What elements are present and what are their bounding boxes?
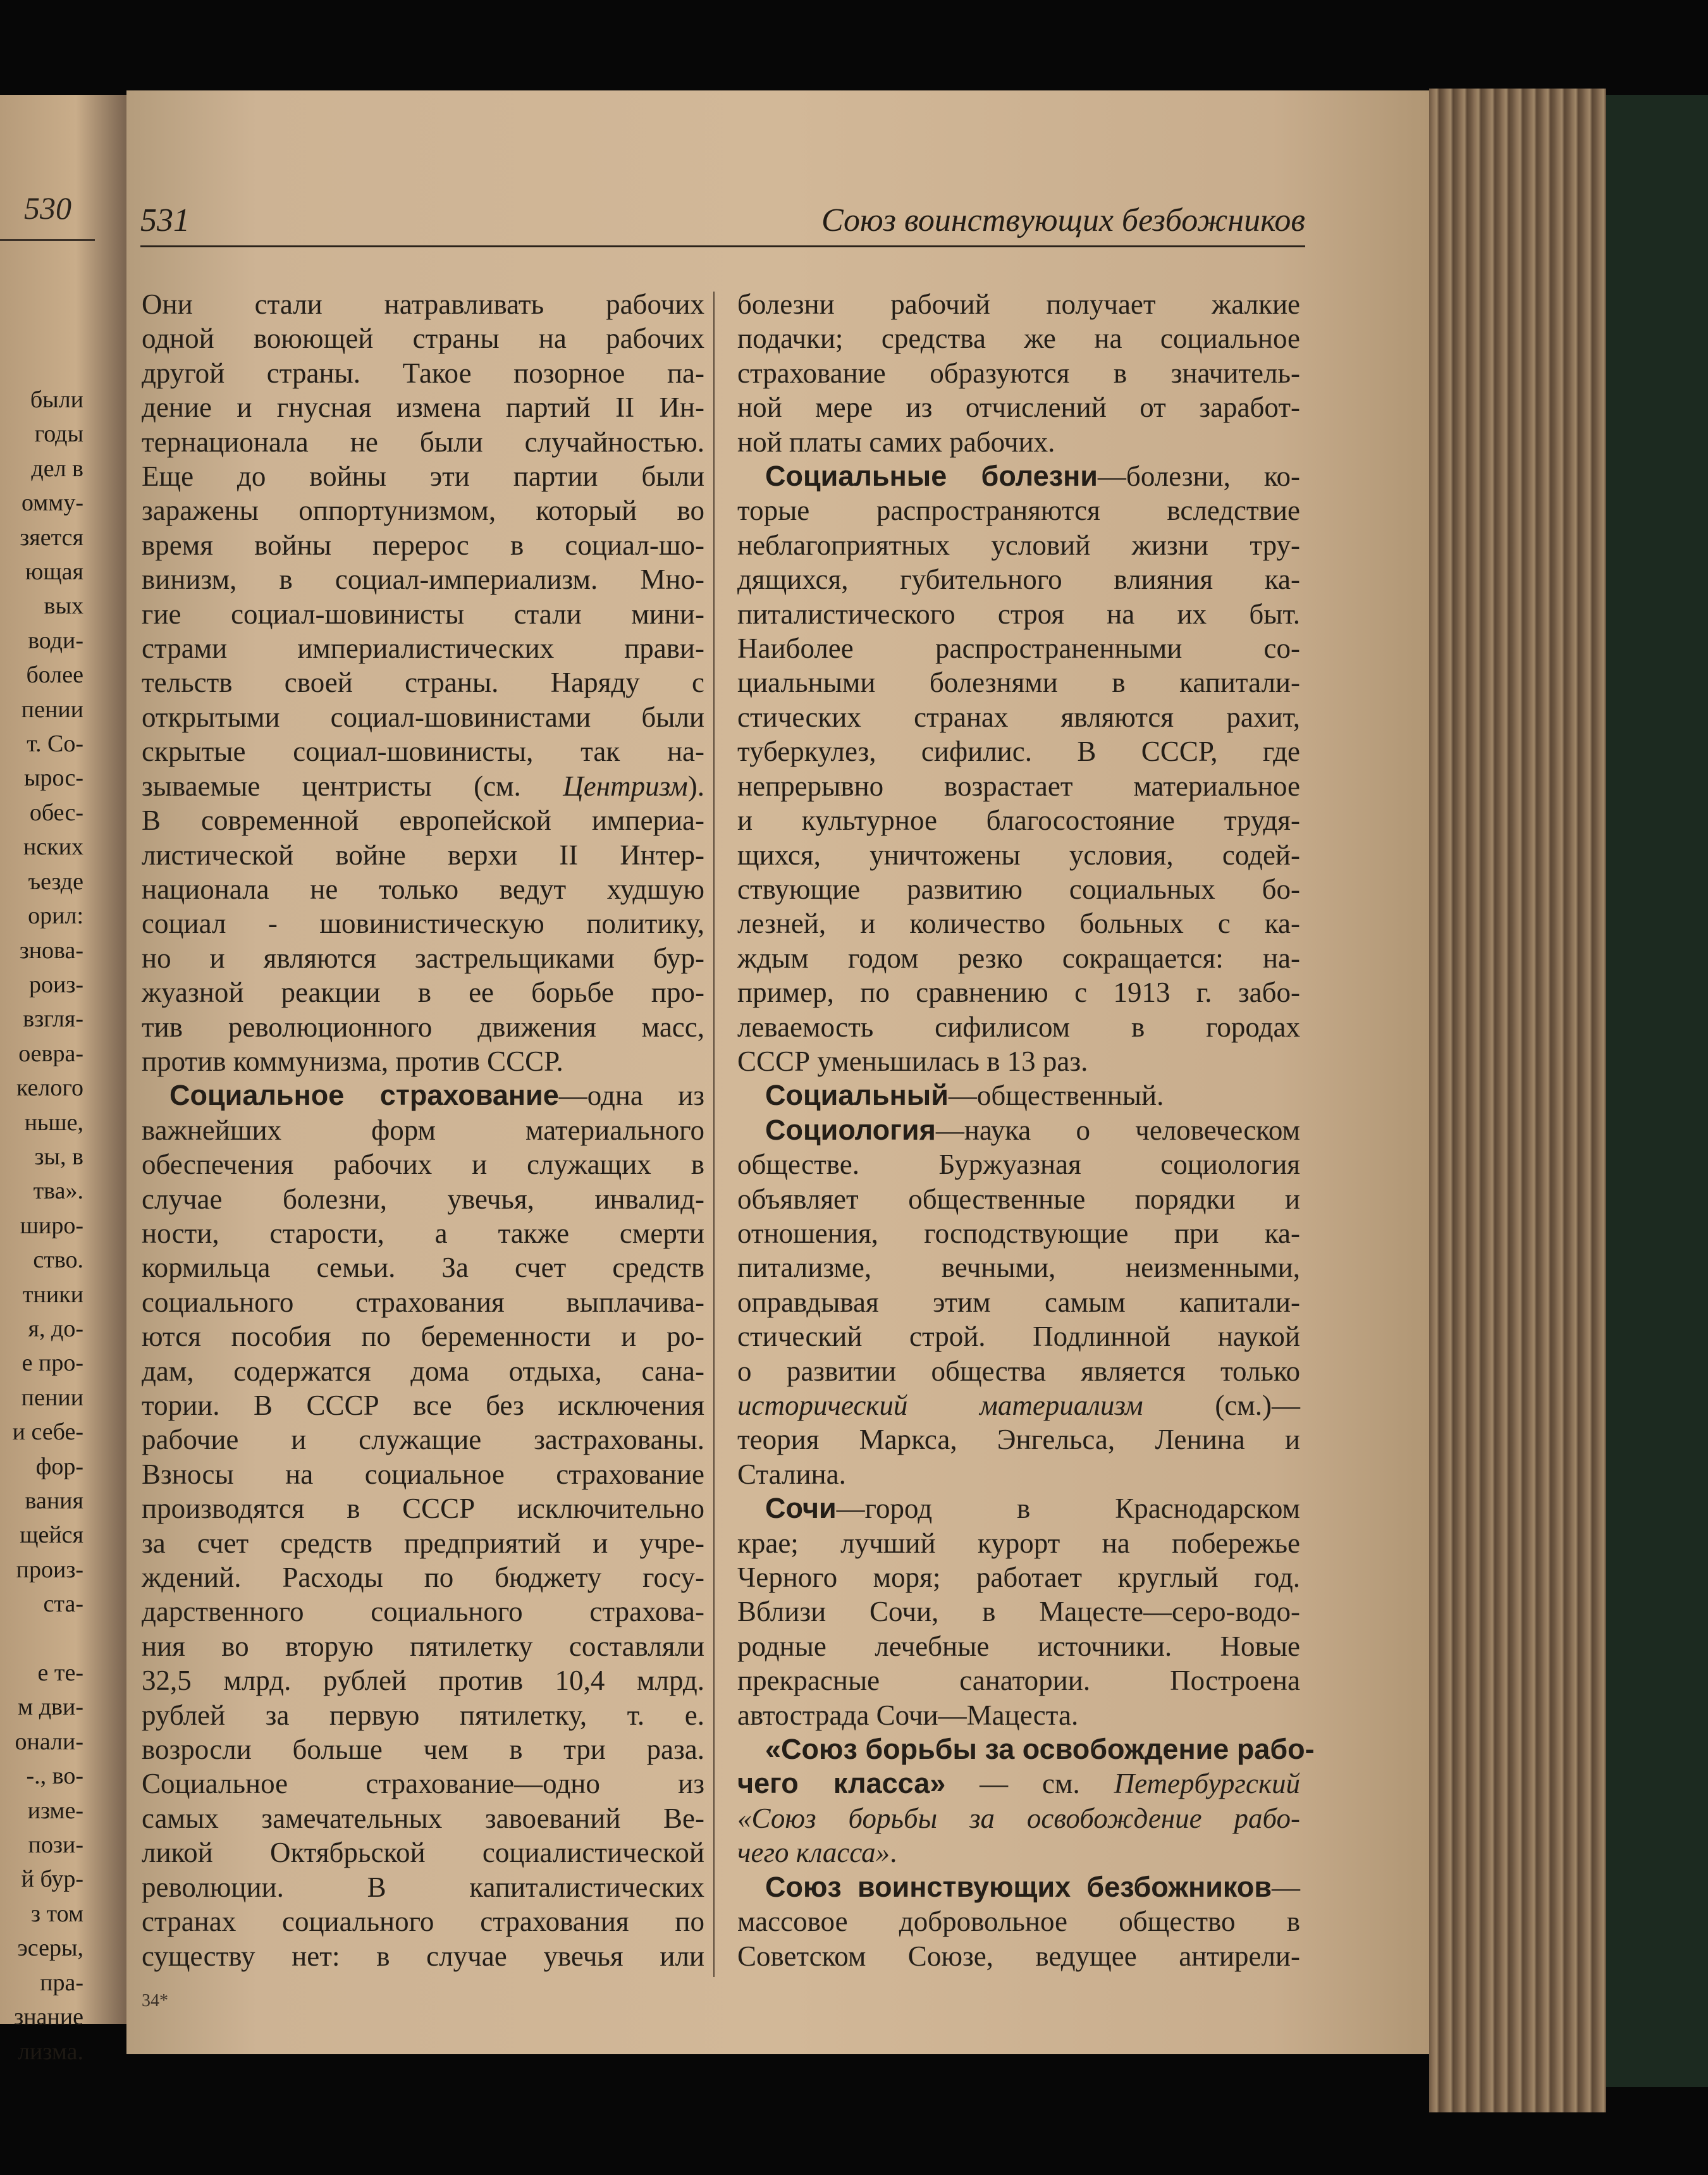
text-line	[142, 1182, 704, 1216]
text-line	[142, 1801, 704, 1835]
text-line	[737, 665, 1300, 699]
header-rule	[140, 245, 1305, 247]
entry-term: Социальный	[765, 1079, 949, 1112]
text-line	[737, 1250, 1300, 1285]
text-line	[737, 493, 1300, 527]
line-text: открытыми социал-шовинистами были	[142, 701, 704, 733]
line-text: национала не только ведут худшую	[142, 873, 704, 905]
line-text: одной воюющей страны на рабочих	[142, 323, 704, 355]
text-line	[142, 1250, 704, 1285]
text-line	[737, 425, 1300, 459]
text-line	[142, 1491, 704, 1525]
line-text: производятся в СССР исключительно	[142, 1493, 704, 1525]
text-column-right	[737, 287, 1315, 1973]
text-line	[737, 390, 1300, 424]
text-line	[737, 1629, 1300, 1663]
text-line	[737, 597, 1300, 631]
text-line	[737, 1939, 1300, 1973]
line-text: ной платы самих рабочих.	[737, 426, 1055, 458]
text-line	[737, 1870, 1300, 1904]
text-line	[737, 459, 1300, 493]
line-text: — см.	[945, 1768, 1114, 1800]
line-text: 32,5 млрд. рублей против 10,4 млрд.	[142, 1665, 704, 1697]
line-text: Вблизи Сочи, в Мацесте—серо-водо-	[737, 1596, 1300, 1628]
entry-term: Социальное страхование	[169, 1079, 559, 1112]
text-line	[737, 1113, 1300, 1147]
line-text: циальными болезнями в капитали-	[737, 667, 1300, 699]
line-text: существу нет: в случае увечья или	[142, 1940, 704, 1972]
line-text: странах социального страхования по	[142, 1906, 704, 1938]
line-text: стический строй. Подлинной наукой	[737, 1321, 1300, 1353]
previous-page-fragment: нских	[23, 834, 83, 861]
previous-page-fragment: -., во-	[26, 1763, 83, 1790]
previous-page-fragment: онали-	[15, 1728, 83, 1755]
line-text: питалистического строя на их быт.	[737, 598, 1300, 630]
previous-page-fragment: пении	[21, 696, 83, 723]
text-line	[737, 1354, 1300, 1388]
entry-term: Социальные болезни	[765, 460, 1098, 493]
text-line	[142, 356, 704, 390]
line-text: подачки; средства же на социальное	[737, 323, 1300, 355]
text-line	[737, 356, 1300, 390]
text-line	[142, 1319, 704, 1353]
text-line	[142, 1216, 704, 1250]
entry-term: «Союз борьбы за освобождение рабо-	[765, 1733, 1315, 1766]
text-line	[142, 1422, 704, 1457]
line-text: объявляет общественные порядки и	[737, 1183, 1300, 1215]
line-text: зываемые центристы (см.	[142, 770, 563, 802]
line-text: стических странах являются рахит,	[737, 701, 1300, 733]
previous-page-fragment: ющая	[25, 558, 83, 586]
previous-page-fragment: ъезде	[28, 868, 83, 895]
running-header	[140, 202, 1305, 239]
text-line	[142, 1044, 704, 1078]
text-line	[142, 1766, 704, 1801]
text-line	[142, 1629, 704, 1663]
previous-page-fragment: фор-	[35, 1453, 83, 1480]
page-number: 531	[140, 202, 190, 238]
line-text: другой страны. Такое позорное па-	[142, 357, 704, 389]
entry-term: чего класса»	[737, 1767, 946, 1800]
text-line	[737, 1457, 1300, 1491]
previous-page-fragment: ньше,	[24, 1109, 83, 1136]
line-text: СССР уменьшилась в 13 раз.	[737, 1045, 1088, 1077]
line-text: —одна из	[558, 1080, 704, 1112]
text-line	[737, 1663, 1300, 1697]
line-text: автострада Сочи—Мацеста.	[737, 1699, 1079, 1731]
entry-term: Союз воинствующих безбожников	[765, 1870, 1272, 1903]
line-text: теория Маркса, Энгельса, Ленина и	[737, 1424, 1300, 1456]
text-line	[142, 631, 704, 665]
line-text-tail: ).	[687, 770, 704, 802]
text-line	[142, 838, 704, 872]
text-line	[142, 1078, 704, 1112]
text-line	[737, 1491, 1300, 1525]
previous-page-fragment: произ-	[16, 1556, 83, 1583]
line-text: и культурное благосостояние трудя-	[737, 804, 1300, 837]
text-line	[737, 1147, 1300, 1181]
line-text: ются пособия по беременности и ро-	[142, 1321, 704, 1353]
text-line	[142, 425, 704, 459]
text-line	[142, 1457, 704, 1491]
previous-page-fragment: омму-	[21, 490, 83, 517]
entry-term: Социология	[765, 1113, 936, 1146]
line-text: социального страхования выплачива-	[142, 1286, 704, 1318]
line-text: Они стали натравливать рабочих	[142, 288, 704, 320]
text-line	[142, 1560, 704, 1594]
cross-reference: Петербургский	[1114, 1768, 1301, 1800]
line-text: прекрасные санатории. Построена	[737, 1665, 1300, 1697]
previous-page-fragment: и себе-	[12, 1419, 83, 1446]
line-text: рублей за первую пятилетку, т. е.	[142, 1699, 704, 1731]
cross-reference: Центризм	[563, 770, 688, 802]
previous-page-fragment: м дви-	[18, 1694, 83, 1721]
text-line	[737, 803, 1300, 837]
line-text: заражены оппортунизмом, который во	[142, 495, 704, 527]
text-line	[737, 1044, 1300, 1078]
previous-page-fragment: тва».	[33, 1178, 83, 1205]
text-line	[142, 1835, 704, 1870]
text-line	[142, 803, 704, 837]
line-text: —город в Краснодарском	[836, 1493, 1300, 1525]
line-text: ликой Октябрьской социалистической	[142, 1837, 704, 1869]
line-text: революции. В капиталистических	[142, 1871, 704, 1903]
text-line	[142, 906, 704, 940]
previous-page-fragment: взгля-	[23, 1006, 83, 1033]
line-text: отношения, господствующие при ка-	[737, 1217, 1300, 1249]
line-text: непрерывно возрастает материальное	[737, 770, 1300, 802]
book-page-edges	[1429, 89, 1606, 2112]
line-text: торые распространяются вследствие	[737, 495, 1300, 527]
previous-page-fragment: пози-	[28, 1832, 83, 1859]
text-line	[142, 1594, 704, 1629]
line-text: листической войне верхи II Интер-	[142, 839, 704, 871]
running-title: Союз воинствующих безбожников	[821, 202, 1305, 238]
text-line	[142, 597, 704, 631]
text-line	[142, 1904, 704, 1938]
text-line	[737, 1732, 1315, 1766]
text-line	[737, 1422, 1300, 1457]
line-text: за счет средств предприятий и учре-	[142, 1527, 704, 1559]
previous-page-fragment: эсеры,	[17, 1935, 83, 1962]
book-cover	[1606, 95, 1708, 2087]
previous-page-fragment: знова-	[19, 937, 83, 964]
previous-page-fragment: обес-	[29, 799, 83, 826]
text-line	[737, 1801, 1300, 1835]
text-line	[142, 390, 704, 424]
previous-page-fragment: дел в	[31, 455, 83, 482]
line-text: Социальное страхование—одно из	[142, 1768, 704, 1800]
line-text: гие социал-шовинисты стали мини-	[142, 598, 704, 630]
previous-page-fragment: т. Со-	[27, 730, 83, 758]
previous-page	[0, 95, 126, 2065]
text-line	[737, 700, 1300, 734]
line-text: леваемость сифилисом в городах	[737, 1011, 1300, 1043]
text-line	[142, 1698, 704, 1732]
text-line	[142, 1526, 704, 1560]
text-line	[142, 1732, 704, 1766]
previous-page-fragment: лизма.	[18, 2038, 83, 2065]
text-line	[142, 941, 704, 975]
text-line	[142, 493, 704, 527]
line-text: скрытые социал-шовинисты, так на-	[142, 736, 704, 768]
text-line	[737, 562, 1300, 596]
previous-page-fragment: е те-	[37, 1660, 83, 1687]
text-line	[142, 287, 704, 321]
line-text: пример, по сравнению с 1913 г. забо-	[737, 977, 1300, 1009]
text-line	[737, 1835, 1300, 1870]
line-text: щихся, уничтожены условия, содей-	[737, 839, 1300, 871]
line-text: ждым годом резко сокращается: на-	[737, 942, 1300, 974]
cross-reference: исторический материализм	[737, 1389, 1143, 1421]
text-line	[142, 1939, 704, 1973]
text-line	[142, 1113, 704, 1147]
line-text: крае; лучший курорт на побережье	[737, 1527, 1300, 1559]
text-line	[737, 1078, 1300, 1112]
line-text: винизм, в социал-империализм. Мно-	[142, 564, 704, 596]
line-text: кормильца семьи. За счет средств	[142, 1252, 704, 1284]
line-text: —болезни, ко-	[1097, 460, 1300, 493]
previous-page-text-fragments	[0, 383, 83, 2069]
text-line	[737, 1594, 1300, 1629]
line-text: время войны перерос в социал-шо-	[142, 529, 704, 561]
line-text: социал - шовинистическую политику,	[142, 908, 704, 940]
text-line	[737, 975, 1300, 1009]
previous-page-fragment: оевра-	[18, 1040, 83, 1067]
previous-page-fragment	[0, 1622, 83, 1656]
previous-page-fragment: зяется	[20, 524, 83, 551]
line-text: Черного моря; работает круглый год.	[737, 1562, 1300, 1594]
text-column-left	[142, 287, 704, 1973]
line-text: жуазной реакции в ее борьбе про-	[142, 977, 704, 1009]
text-line	[737, 1698, 1300, 1732]
previous-page-fragment: вых	[44, 593, 83, 620]
text-line	[142, 872, 704, 906]
text-line	[142, 1285, 704, 1319]
text-line	[142, 1663, 704, 1697]
previous-page-fragment: пра-	[40, 1969, 83, 1996]
text-line	[737, 287, 1300, 321]
previous-page-fragment: ста-	[43, 1591, 83, 1618]
line-text: ной мере из отчислений от заработ-	[737, 391, 1300, 424]
line-text: тернационала не были случайностью.	[142, 426, 704, 458]
text-line	[142, 665, 704, 699]
text-line	[142, 734, 704, 768]
text-line	[142, 1354, 704, 1388]
line-text: самых замечательных завоеваний Ве-	[142, 1802, 704, 1834]
previous-page-fragment: з том	[31, 1900, 83, 1927]
cross-reference: чего класса»	[737, 1837, 890, 1869]
text-line	[142, 1147, 704, 1181]
text-line	[737, 734, 1300, 768]
line-text: тории. В СССР все без исключения	[142, 1389, 704, 1421]
text-line	[737, 1388, 1300, 1422]
line-text: родные лечебные источники. Новые	[737, 1630, 1300, 1662]
line-text: о развитии общества является только	[737, 1355, 1300, 1387]
line-text: тив революционного движения масс,	[142, 1011, 704, 1043]
text-line	[737, 528, 1300, 562]
entry-term: Сочи	[765, 1492, 837, 1525]
text-line	[737, 1904, 1300, 1938]
text-line	[142, 1388, 704, 1422]
line-text: неблагоприятных условий жизни тру-	[737, 529, 1300, 561]
line-text: Еще до войны эти партии были	[142, 460, 704, 493]
text-line	[737, 1526, 1300, 1560]
line-text: лезней, и количество больных с ка-	[737, 908, 1300, 940]
text-line	[737, 1010, 1300, 1044]
line-text: —	[1272, 1871, 1300, 1903]
line-text: ности, старости, а также смерти	[142, 1217, 704, 1249]
line-text: массовое добровольное общество в	[737, 1906, 1300, 1938]
line-text-tail: (см.)—	[1143, 1389, 1301, 1421]
line-text: ствующие развитию социальных бо-	[737, 873, 1300, 905]
line-text: ния во вторую пятилетку составляли	[142, 1630, 704, 1662]
text-line	[142, 528, 704, 562]
text-line	[142, 562, 704, 596]
line-text: Сталина.	[737, 1458, 846, 1490]
text-line	[737, 631, 1300, 665]
previous-page-fragment: широ-	[20, 1212, 83, 1239]
line-text: против коммунизма, против СССР.	[142, 1045, 563, 1077]
previous-page-fragment: пении	[21, 1384, 83, 1411]
line-text: Взносы на социальное страхование	[142, 1458, 704, 1490]
line-text: болезни рабочий получает жалкие	[737, 288, 1300, 320]
previous-page-number: 530	[24, 190, 71, 226]
previous-page-fragment: вания	[25, 1488, 83, 1514]
text-line	[142, 769, 704, 803]
line-text: туберкулез, сифилис. В СССР, где	[737, 736, 1300, 768]
previous-page-fragment: знание	[14, 2004, 83, 2031]
text-line	[737, 1560, 1300, 1594]
text-line	[142, 459, 704, 493]
line-text: дящихся, губительного влияния ка-	[737, 564, 1300, 596]
line-text: оправдывая этим самым капитали-	[737, 1286, 1300, 1318]
line-text: дение и гнусная измена партий II Ин-	[142, 391, 704, 424]
text-line	[737, 1285, 1300, 1319]
text-line	[142, 700, 704, 734]
line-text: дам, содержатся дома отдыха, сана-	[142, 1355, 704, 1387]
line-text: Советском Союзе, ведущее антирели-	[737, 1940, 1300, 1972]
line-text: обеспечения рабочих и служащих в	[142, 1149, 704, 1181]
text-line	[737, 906, 1300, 940]
line-text: страми империалистических прави-	[142, 632, 704, 665]
line-text: —наука о человеческом	[935, 1114, 1300, 1146]
cross-reference: «Союз борьбы за освобождение рабо-	[737, 1802, 1300, 1834]
previous-page-fragment: води-	[28, 627, 83, 654]
line-text: обществе. Буржуазная социология	[737, 1149, 1300, 1181]
text-line	[737, 769, 1300, 803]
previous-page-fragment: более	[26, 662, 83, 689]
line-text: страхование образуются в значитель-	[737, 357, 1300, 389]
previous-page-fragment: ырос-	[24, 765, 83, 792]
text-line	[737, 838, 1300, 872]
text-line	[737, 1182, 1300, 1216]
line-text: но и являются застрельщиками бур-	[142, 942, 704, 974]
text-line	[737, 1216, 1300, 1250]
line-text: ждений. Расходы по бюджету госу-	[142, 1562, 704, 1594]
previous-page-fragment: зы, в	[34, 1143, 83, 1170]
text-line	[737, 1766, 1300, 1801]
text-line	[737, 872, 1300, 906]
line-text: Наиболее распространенными со-	[737, 632, 1300, 665]
previous-page-fragment: годы	[34, 421, 83, 448]
current-page	[126, 90, 1429, 2054]
text-line	[142, 975, 704, 1009]
line-text: питализме, вечными, неизменными,	[737, 1252, 1300, 1284]
previous-page-fragment: изме-	[27, 1797, 83, 1824]
column-divider	[713, 292, 715, 1977]
line-text: дарственного социального страхова-	[142, 1596, 704, 1628]
text-line	[737, 321, 1300, 355]
previous-page-fragment: роиз-	[28, 971, 83, 998]
line-text: тельств своей страны. Наряду с	[142, 667, 704, 699]
text-line	[737, 941, 1300, 975]
previous-page-fragment: были	[30, 386, 83, 413]
previous-page-fragment: я, до-	[28, 1315, 83, 1342]
line-text: случае болезни, увечья, инвалид-	[142, 1183, 704, 1215]
text-line	[142, 1010, 704, 1044]
previous-page-fragment: щейся	[20, 1522, 83, 1549]
text-line	[142, 321, 704, 355]
line-text: —общественный.	[948, 1080, 1164, 1112]
text-line	[142, 1870, 704, 1904]
line-text: рабочие и служащие застрахованы.	[142, 1424, 704, 1456]
line-text-tail: .	[890, 1837, 897, 1869]
line-text: возросли больше чем в три раза.	[142, 1734, 704, 1766]
previous-page-header-rule	[0, 239, 95, 241]
previous-page-fragment: келого	[16, 1075, 83, 1102]
previous-page-fragment: й бур-	[21, 1866, 83, 1893]
line-text: важнейших форм материального	[142, 1114, 704, 1146]
previous-page-fragment: орил:	[28, 903, 83, 930]
previous-page-fragment: тники	[22, 1281, 83, 1308]
signature-mark: 34*	[142, 1991, 168, 2011]
text-line	[737, 1319, 1300, 1353]
previous-page-fragment: е про-	[22, 1350, 83, 1377]
previous-page-fragment: ство.	[33, 1247, 83, 1274]
line-text: В современной европейской империа-	[142, 804, 704, 837]
